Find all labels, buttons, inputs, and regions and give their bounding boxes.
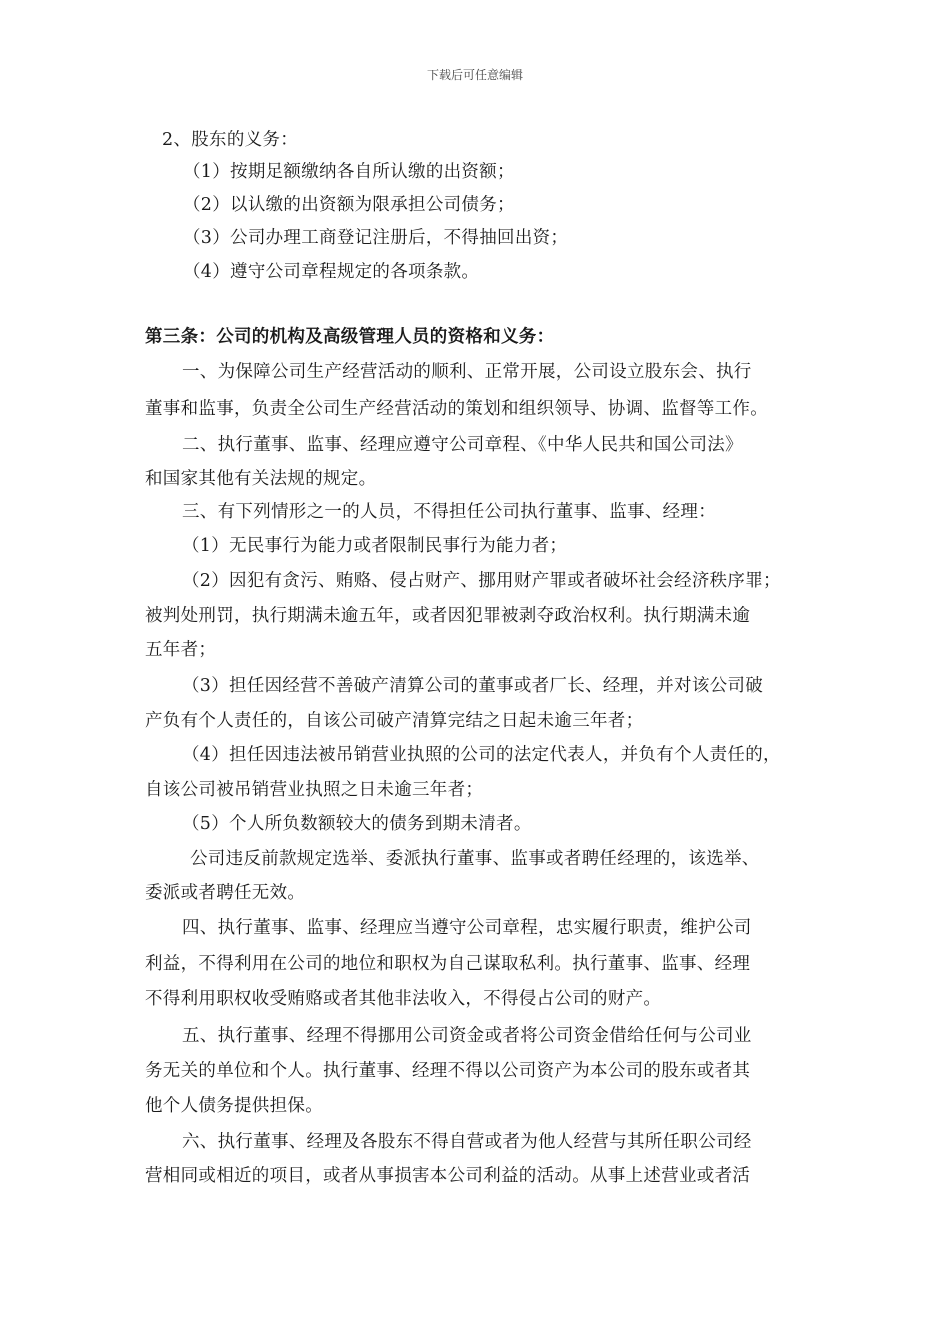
paragraph-line: 自该公司被吊销营业执照之日未逾三年者； [145, 780, 484, 800]
list-item: （4）担任因违法被吊销营业执照的公司的法定代表人，并负有个人责任的， [182, 745, 781, 765]
paragraph-line: 二、执行董事、监事、经理应遵守公司章程、《中华人民共和国公司法》 [182, 435, 743, 455]
list-item: （3）担任因经营不善破产清算公司的董事或者厂长、经理，并对该公司破 [182, 676, 764, 696]
list-item: （1）无民事行为能力或者限制民事行为能力者； [182, 536, 568, 556]
paragraph-line: 他个人债务提供担保。 [145, 1096, 323, 1116]
list-item: （2）因犯有贪污、贿赂、侵占财产、挪用财产罪或者破坏社会经济秩序罪； [182, 571, 781, 591]
paragraph-line: 五年者； [145, 640, 217, 660]
paragraph-line: 利益，不得利用在公司的地位和职权为自己谋取私利。执行董事、监事、经理 [145, 954, 751, 974]
paragraph-line: 产负有个人责任的，自该公司破产清算完结之日起未逾三年者； [145, 711, 644, 731]
list-item: （3）公司办理工商登记注册后，不得抽回出资； [183, 228, 569, 248]
list-item: （2）以认缴的出资额为限承担公司债务； [183, 195, 515, 215]
paragraph-line: 和国家其他有关法规的规定。 [145, 469, 377, 489]
paragraph-line: 委派或者聘任无效。 [145, 883, 306, 903]
paragraph-line: 被判处刑罚，执行期满未逾五年，或者因犯罪被剥夺政治权利。执行期满未逾 [145, 606, 751, 626]
paragraph-line: 六、执行董事、经理及各股东不得自营或者为他人经营与其所任职公司经 [182, 1132, 752, 1152]
paragraph-line: 五、执行董事、经理不得挪用公司资金或者将公司资金借给任何与公司业 [182, 1026, 752, 1046]
paragraph-line: 四、执行董事、监事、经理应当遵守公司章程，忠实履行职责，维护公司 [182, 918, 752, 938]
paragraph-line: 不得利用职权收受贿赂或者其他非法收入，不得侵占公司的财产。 [145, 989, 662, 1009]
page-header: 下载后可任意编辑 [426, 68, 523, 82]
list-item: （4）遵守公司章程规定的各项条款。 [183, 262, 480, 282]
article-heading: 第三条：公司的机构及高级管理人员的资格和义务： [145, 327, 555, 347]
paragraph-line: 董事和监事，负责全公司生产经营活动的策划和组织领导、协调、监督等工作。 [145, 399, 768, 419]
paragraph-line: 务无关的单位和个人。执行董事、经理不得以公司资产为本公司的股东或者其 [145, 1061, 751, 1081]
list-item: （1）按期足额缴纳各自所认缴的出资额； [183, 162, 515, 182]
paragraph-line: 三、有下列情形之一的人员，不得担任公司执行董事、监事、经理： [182, 502, 716, 522]
paragraph-line: 一、为保障公司生产经营活动的顺利、正常开展，公司设立股东会、执行 [182, 362, 752, 382]
paragraph-line: 公司违反前款规定选举、委派执行董事、监事或者聘任经理的，该选举、 [190, 849, 760, 869]
section-heading-shareholder-duties: 2、股东的义务： [162, 130, 299, 150]
paragraph-line: 营相同或相近的项目，或者从事损害本公司利益的活动。从事上述营业或者活 [145, 1166, 751, 1186]
list-item: （5）个人所负数额较大的债务到期未清者。 [182, 814, 532, 834]
